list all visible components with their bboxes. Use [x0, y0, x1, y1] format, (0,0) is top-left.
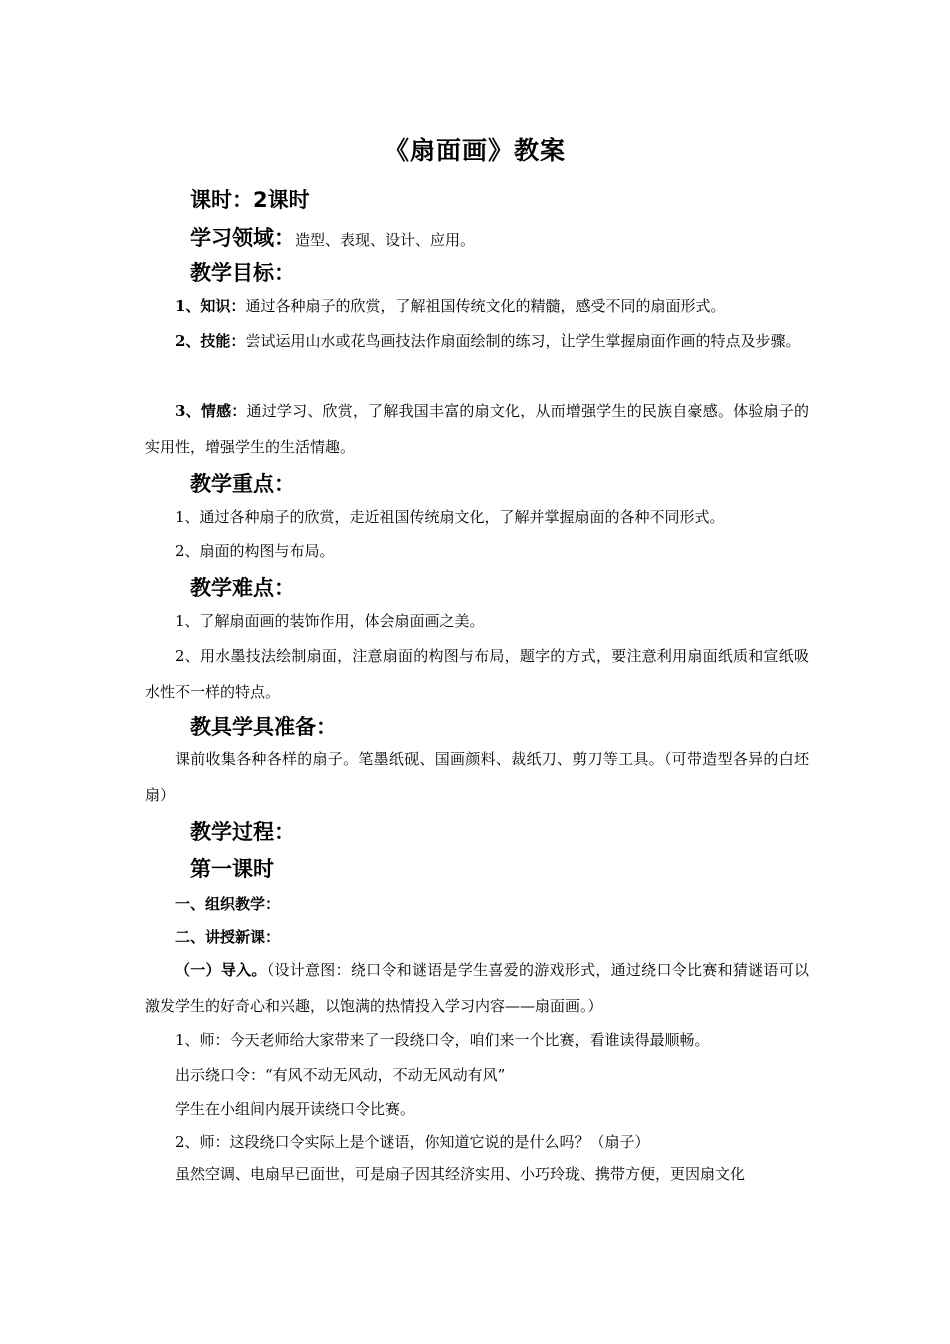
- objective-item: [145, 323, 809, 359]
- objective-label: 1、知识：: [175, 297, 246, 315]
- difficulties-heading: 教学难点：: [190, 576, 295, 600]
- process-heading: 教学过程：: [190, 820, 295, 844]
- objective-text: 通过各种扇子的欣赏，了解祖国传统文化的精髓，感受不同的扇面形式。: [245, 297, 726, 315]
- key-point-item: 1、通过各种扇子的欣赏，走近祖国传统扇文化，了解并掌握扇面的各种不同形式。: [175, 508, 725, 526]
- page-title: 《扇面画》教案: [383, 136, 566, 165]
- domain-line: [190, 222, 475, 252]
- objective-label: 3、情感：: [175, 402, 247, 420]
- domain-value: 造型、表现、设计、应用。: [295, 231, 476, 249]
- intro-paragraph: [145, 952, 809, 1024]
- objective-item: [145, 393, 809, 465]
- difficulty-item: 2、用水墨技法绘制扇面，注意扇面的构图与布局，题字的方式，要注意利用扇面纸质和宣纸吸水性不一样的特点。: [145, 647, 809, 701]
- process-line: 学生在小组间内展开读绕口令比赛。: [175, 1100, 416, 1118]
- objective-label: 2、技能：: [175, 332, 246, 350]
- domain-label: 学习领域：: [190, 226, 295, 250]
- lesson-heading: 第一课时: [190, 857, 274, 881]
- process-line: 虽然空调、电扇早已面世，可是扇子因其经济实用、小巧玲珑、携带方便，更因扇文化: [175, 1165, 746, 1183]
- objective-text: 尝试运用山水或花鸟画技法作扇面绘制的练习，让学生掌握扇面作画的特点及步骤。: [245, 332, 801, 350]
- period-line: [190, 184, 310, 214]
- process-line: 2、师：这段绕口令实际上是个谜语，你知道它说的是什么吗？（扇子）: [175, 1133, 650, 1151]
- period-value: 2课时: [253, 188, 310, 212]
- period-label: 课时：: [190, 188, 253, 212]
- key-points-heading: 教学重点：: [190, 472, 295, 496]
- process-line: 1、师：今天老师给大家带来了一段绕口令，咱们来一个比赛，看谁读得最顺畅。: [175, 1031, 710, 1049]
- objectives-heading: 教学目标：: [190, 261, 295, 285]
- process-line: 出示绕口令：“有风不动无风动，不动无风动有风”: [175, 1066, 506, 1084]
- difficulty-item: 1、了解扇面画的装饰作用，体会扇面画之美。: [175, 612, 485, 630]
- step-two: 二、讲授新课：: [175, 928, 281, 946]
- step-one: 一、组织教学：: [175, 895, 281, 913]
- objective-text: 通过学习、欣赏，了解我国丰富的扇文化，从而增强学生的民族自豪感。体验扇子的实用性，增强学生的生活情趣。: [145, 402, 809, 456]
- intro-text: （设计意图：绕口令和谜语是学生喜爱的游戏形式，通过绕口令比赛和猜谜语可以激发学生的好奇心和兴趣，以饱满的热情投入学习内容——扇面画。）: [145, 961, 809, 1015]
- key-point-item: 2、扇面的构图与布局。: [175, 542, 335, 560]
- materials-heading: 教具学具准备：: [190, 715, 337, 739]
- objective-item: [145, 288, 809, 324]
- materials-text: 课前收集各种各样的扇子。笔墨纸砚、国画颜料、裁纸刀、剪刀等工具。（可带造型各异的白坯扇）: [145, 750, 809, 804]
- intro-label: （一）导入。: [175, 961, 267, 979]
